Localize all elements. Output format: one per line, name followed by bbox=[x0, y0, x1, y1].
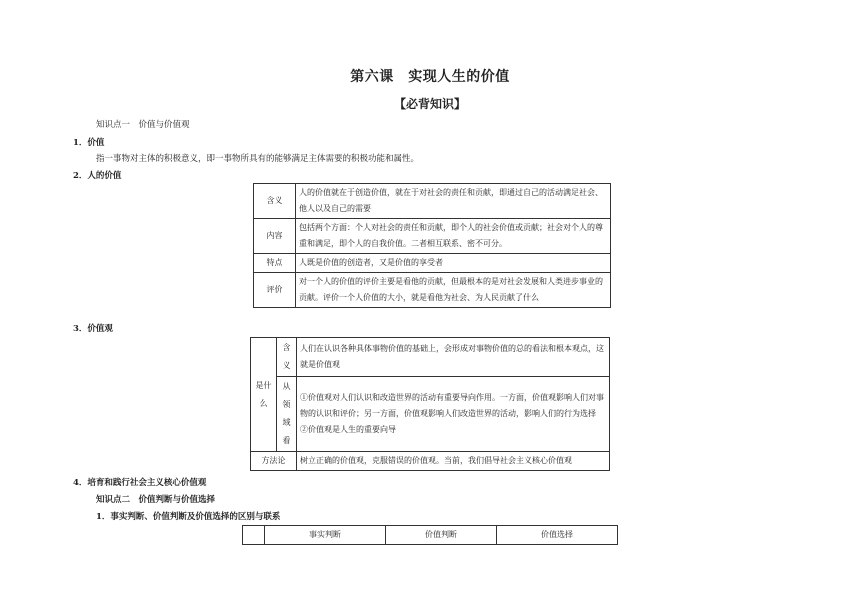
judgment-comparison-table bbox=[242, 525, 618, 545]
row-text: 包括两个方面：个人对社会的责任和贡献，即个人的社会价值或贡献；社会对个人的尊重和满足，即个人的自我价值。二者相互联系、密不可分。 bbox=[296, 219, 611, 254]
table-row bbox=[254, 184, 611, 219]
row-line: ②价值观是人生的重要向导 bbox=[300, 425, 396, 434]
row-label: 从领域看 bbox=[277, 377, 297, 452]
section-subtitle: 【必背知识】 bbox=[393, 97, 466, 111]
heading-values-view: 3．价值观 bbox=[73, 324, 113, 334]
header-cell: 价值选择 bbox=[497, 526, 618, 545]
human-value-table bbox=[253, 183, 611, 308]
table-row bbox=[254, 219, 611, 254]
values-view-table bbox=[250, 337, 610, 471]
page-title: 第六课 实现人生的价值 bbox=[350, 69, 510, 85]
table-row bbox=[251, 338, 610, 377]
row-label: 内容 bbox=[254, 219, 296, 254]
heading-core-values: 4．培育和践行社会主义核心价值观 bbox=[73, 478, 207, 488]
heading-judgment-comparison: 1．事实判断、价值判断及价值选择的区别与联系 bbox=[96, 512, 281, 522]
row-label: 含义 bbox=[254, 184, 296, 219]
table-row bbox=[251, 377, 610, 452]
value-definition: 指一事物对主体的积极意义，即一事物所具有的能够满足主体需要的积极功能和属性。 bbox=[96, 154, 420, 164]
row-text bbox=[297, 377, 610, 452]
row-line: ①价值观对人们认识和改造世界的活动有重要导向作用。一方面，价值观影响人们对事物的认识和评价；另一方面，价值观影响人们改造世界的活动，影响人们的行为选择 bbox=[300, 393, 604, 418]
method-label: 方法论 bbox=[251, 452, 297, 471]
heading-value: 1．价值 bbox=[73, 138, 105, 148]
header-cell: 价值判断 bbox=[386, 526, 497, 545]
header-cell bbox=[243, 526, 265, 545]
row-text: 人既是价值的创造者，又是价值的享受者 bbox=[296, 254, 611, 273]
row-text: 人的价值就在于创造价值，就在于对社会的责任和贡献，即通过自己的活动满足社会、他人以及自己的需要 bbox=[296, 184, 611, 219]
heading-human-value: 2．人的价值 bbox=[73, 171, 122, 181]
row-label: 含义 bbox=[277, 338, 297, 377]
row-label: 特点 bbox=[254, 254, 296, 273]
row-label: 评价 bbox=[254, 273, 296, 308]
table-row bbox=[251, 452, 610, 471]
table-row bbox=[254, 254, 611, 273]
group-label: 是什么 bbox=[251, 338, 277, 452]
row-text: 人们在认识各种具体事物价值的基础上，会形成对事物价值的总的看法和根本观点，这就是价值观 bbox=[297, 338, 610, 377]
table-row bbox=[254, 273, 611, 308]
row-text: 对一个人的价值的评价主要是看他的贡献，但最根本的是对社会发展和人类进步事业的贡献。评价一个人价值的大小，就是看他为社会、为人民贡献了什么 bbox=[296, 273, 611, 308]
table-header-row bbox=[243, 526, 618, 545]
method-text: 树立正确的价值观，克服错误的价值观。当前，我们倡导社会主义核心价值观 bbox=[297, 452, 610, 471]
knowledge-point-2: 知识点二 价值判断与价值选择 bbox=[96, 495, 216, 505]
knowledge-point-1: 知识点一 价值与价值观 bbox=[96, 120, 190, 130]
header-cell: 事实判断 bbox=[265, 526, 386, 545]
